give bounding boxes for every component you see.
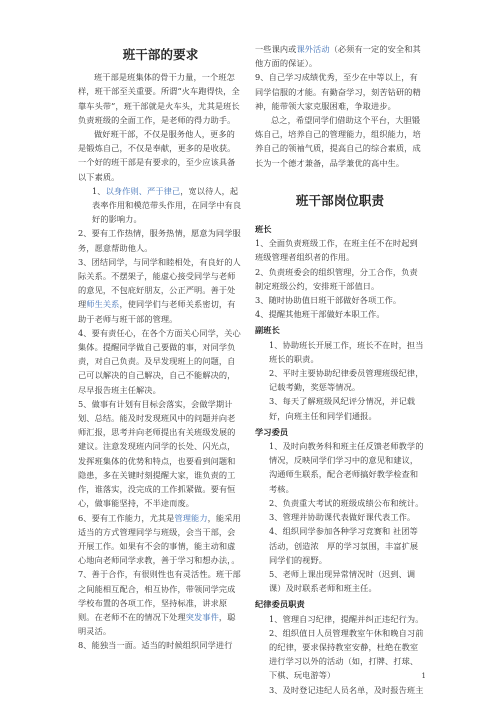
paragraph-intro: 班干部是班集体的骨干力量，一个班怎样，班干部至关重要。所谓“火车跑得快，全靠车头带”，班干部就是火车头，尤其是班长负责班级的全面工作，是老师的得力助手。 [78, 72, 240, 125]
list-item: 3、及时登记违纪人员名单，及时报告班主 [269, 684, 424, 695]
list-item: 2、组织值日人员管理教室午休和晚自习前的纪律，要求保持教室安静，杜绝在教室进行学习以外的活动（如，打牌、打球、下棋、玩电游等） [269, 627, 424, 681]
list-item: 1、协助班长开展工作，班长不在时，担当班长的职责。 [269, 339, 424, 364]
list-item: 2、负责重大考试的班级成绩公布和统计。 [269, 497, 424, 508]
paragraph-qualities: 做好班干部，不仅是服务他人，更多的是锻炼自己，不仅是奉献，更多的是收获。一个好的班干部是有要求的，至少应该具备以下素质。 [78, 129, 236, 182]
link-extracurricular[interactable]: 课外活动 [296, 44, 330, 54]
list-item: 5、老师上课出现异常情况时（迟到、调课）及时联系老师和班主任。 [269, 568, 416, 594]
list-item: 2、平时主要协助纪律委员管理班级纪律，记载考勤，奖惩等情况。 [269, 368, 424, 393]
right-column [255, 42, 425, 697]
paragraph-continuation: 一些课内或课外活动（必须有一定的安全和其他方面的保证）。 [255, 44, 421, 69]
page-number: 1 [421, 672, 426, 680]
list-item: 4、要有责任心，在各个方面关心同学，关心集体。提醒同学做自己要做的事，对同学负责，对自己负责。及早发现班上的问题，自己可以解决的自己解决，自己不能解决的，尽早报告班主任解决。 [78, 327, 241, 395]
list-item: 2、负责班委会的组织管理，分工合作，负责制定班级公约，安排班干部值日。 [255, 266, 418, 291]
list-item: 1、及时向教务科和班主任反馈老师教学的情况，反映同学们学习中的意见和建议，沟通师生联系，配合老师搞好教学检查和考核。 [269, 441, 424, 494]
list-item: 3、每天了解班级风纪评分情况，并记载好，向班主任和同学们通报。 [269, 396, 416, 421]
list-item: 3、随时协助值日班干部做好各项工作。 [255, 295, 402, 306]
left-column [78, 42, 243, 697]
role-heading-discipline: 纪律委员职责 [255, 599, 305, 610]
list-item: 9、自己学习成绩优秀，至少在中等以上，有同学信服的才能。有勤奋学习，刻苦钻研的精神，能带领大家克服困难，争取进步。 [255, 72, 421, 111]
section-title-duties: 班干部岗位职责 [295, 192, 385, 208]
section-title-requirements: 班干部的要求 [122, 47, 199, 62]
list-item: 2、要有工作热情，服务热情，愿意为同学服务，愿意帮助他人。 [78, 228, 241, 253]
link-teacher-student-relations[interactable]: 师生关系 [86, 299, 120, 310]
list-item: 7、善于合作，有很则性也有灵活性。班干部之间能相互配合，相互协作，带领同学完成学校布置的各项工作，坚持标准，讲求原则。在老师不在的情况下处理突发事件，聪明灵活。 [78, 569, 241, 637]
list-item: 8、能独当一面。适当的时候组织同学进行 [78, 640, 233, 651]
paragraph-summary: 总之，希望同学们借助这个平台，大胆锻炼自己，培养自己的管理能力，组织能力，培养自己的领袖气质，提高自己的综合素质，成长为一个德才兼备，品学兼优的高中生。 [255, 115, 421, 168]
list-item: 1、以身作则、严于律己，宽以待人，起表率作用和模范带头作用，在同学中有良好的影响力。 [92, 185, 242, 225]
link-management-ability[interactable]: 管理能力 [174, 512, 208, 523]
role-heading-monitor: 班长 [255, 224, 272, 235]
role-heading-vice-monitor: 副班长 [255, 325, 280, 336]
list-item: 4、提醒其他班干部做好本职工作。 [255, 309, 385, 320]
link-emergency[interactable]: 突发事件 [185, 611, 219, 622]
list-item: 3、团结同学，与同学和睦相处，有良好的人际关系。不摆架子，能虚心接受同学与老师的意见，不包庇好朋友，公正严明。善于处理师生关系，使同学们与老师关系密切，有助于老师与班干部的管理。 [78, 256, 241, 324]
two-column-body [78, 42, 464, 697]
list-item: 3、管理并协助课代表做好课代表工作。 [269, 512, 416, 523]
link-lead-by-example[interactable]: 以身作则、严于律己 [105, 185, 181, 196]
list-item: 1、管理自习纪律，提醒并纠正违纪行为。 [269, 613, 424, 624]
list-item: 5、做事有计划有目标会落实，会做学期计划、总结。能及时发现班风中的问题并向老师汇报，思考并向老师提出有关班级发展的建议。注意发现班内同学的长处、闪光点，发挥班集体的优势和特点，也要看到问题和隐患，多在关键时刻提醒大家，谁负责的工作，谁落实，没完成的工作抓紧做。要有恒心，做事能坚持，不半途而废。 [78, 398, 236, 509]
list-item: 4、组织同学参加各种学习竞赛和 社团等活动，创造浓 厚的学习氛围，丰富扩展同学们的视野。 [269, 526, 419, 565]
list-item: 1、全面负责班级工作，在班主任不在时起到班级管理者组织者的作用。 [255, 238, 418, 263]
role-heading-study: 学习委员 [255, 426, 289, 437]
list-item: 6、要有工作能力，尤其是管理能力，能采用适当的方式管理同学与班级，会当干部，会开展工作。如果有不会的事情，能主动和虚心地向老师同学求教，善于学习和想办法，。 [78, 512, 241, 566]
